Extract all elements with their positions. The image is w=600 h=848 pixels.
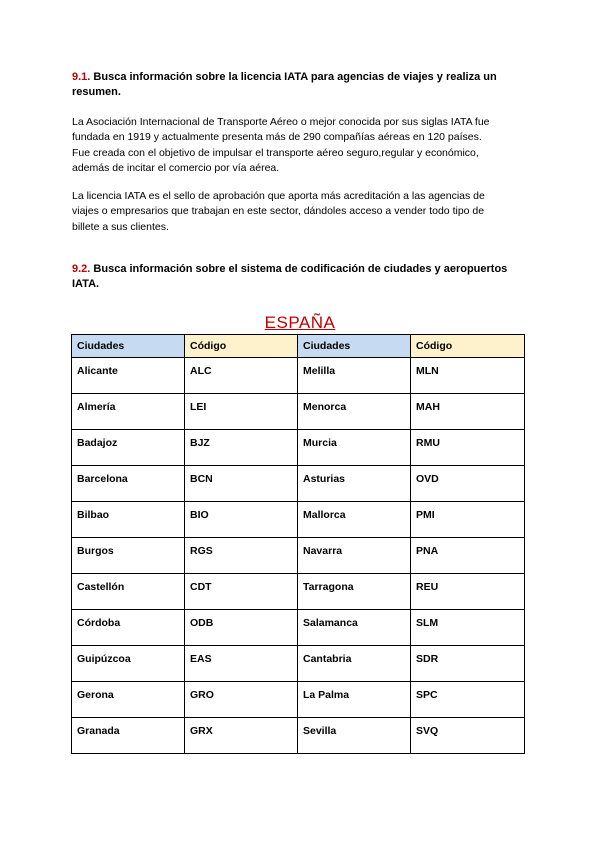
city-cell: Bilbao <box>72 502 185 538</box>
code-cell: SPC <box>411 682 525 718</box>
code-cell: BIO <box>185 502 298 538</box>
table-row <box>72 466 525 502</box>
table-row <box>72 502 525 538</box>
city-cell: Granada <box>72 718 185 754</box>
table-row <box>72 574 525 610</box>
city-cell: Sevilla <box>298 718 411 754</box>
city-cell: Almería <box>72 394 185 430</box>
paragraph-line: Fue creada con el objetivo de impulsar el transporte aéreo seguro,regular y económico, <box>72 146 479 159</box>
code-cell: ODB <box>185 610 298 646</box>
paragraph-line: fundada en 1919 y actualmente presenta más de 290 compañías aéreas en 120 países. <box>72 131 482 144</box>
heading-text: Busca información sobre el sistema de codificación de ciudades y aeropuertos <box>93 263 508 275</box>
paragraph-line: La licencia IATA es el sello de aprobación que aporta más acreditación a las agencias de <box>72 190 485 202</box>
header-code: Código <box>185 335 298 358</box>
table-row <box>72 358 525 394</box>
city-cell: Córdoba <box>72 610 185 646</box>
city-cell: Cantabria <box>298 646 411 682</box>
code-cell: SVQ <box>411 718 525 754</box>
code-cell: BCN <box>185 466 298 502</box>
paragraph-line: billete a sus clientes. <box>72 220 169 233</box>
paragraph-line: La Asociación Internacional de Transporte Aéreo o mejor conocida por sus siglas IATA fue <box>72 116 490 128</box>
table-row <box>72 718 525 754</box>
section-number: 9.2. <box>72 263 91 275</box>
city-cell: Barcelona <box>72 466 185 502</box>
paragraph-line: viajes o empresarios que trabajan en este sector, dándoles acceso a vender todo tipo de <box>72 205 485 218</box>
section-9-1-heading <box>72 70 524 100</box>
city-cell: Salamanca <box>298 610 411 646</box>
city-cell: Alicante <box>72 358 185 394</box>
city-cell: Tarragona <box>298 574 411 610</box>
code-cell: REU <box>411 574 525 610</box>
code-cell: LEI <box>185 394 298 430</box>
code-cell: EAS <box>185 646 298 682</box>
city-cell: Asturias <box>298 466 411 502</box>
city-cell: La Palma <box>298 682 411 718</box>
table-header-row <box>72 335 525 358</box>
heading-line-2: IATA. <box>72 278 100 290</box>
heading-text: Busca información sobre la licencia IATA para agencias de viajes y realiza un <box>93 71 497 83</box>
city-cell: Menorca <box>298 394 411 430</box>
city-cell: Melilla <box>298 358 411 394</box>
code-cell: OVD <box>411 466 525 502</box>
table-row <box>72 394 525 430</box>
paragraph-line: además de incitar el comercio por vía aérea. <box>72 161 280 174</box>
header-code: Código <box>411 335 525 358</box>
code-cell: CDT <box>185 574 298 610</box>
table-title: ESPAÑA <box>264 313 336 332</box>
code-cell: ALC <box>185 358 298 394</box>
table-row <box>72 682 525 718</box>
city-cell: Badajoz <box>72 430 185 466</box>
code-cell: RMU <box>411 430 525 466</box>
code-cell: GRX <box>185 718 298 754</box>
heading-line-1 <box>72 262 524 277</box>
table-row <box>72 430 525 466</box>
city-cell: Burgos <box>72 538 185 574</box>
code-cell: PNA <box>411 538 525 574</box>
city-cell: Murcia <box>298 430 411 466</box>
table-row <box>72 610 525 646</box>
city-cell: Guipúzcoa <box>72 646 185 682</box>
code-cell: MLN <box>411 358 525 394</box>
heading-line-2: resumen. <box>72 86 121 98</box>
code-cell: SDR <box>411 646 525 682</box>
city-cell: Navarra <box>298 538 411 574</box>
header-cities: Ciudades <box>72 335 185 358</box>
code-cell: PMI <box>411 502 525 538</box>
section-number: 9.1. <box>72 71 91 83</box>
code-cell: RGS <box>185 538 298 574</box>
code-cell: MAH <box>411 394 525 430</box>
header-cities: Ciudades <box>298 335 411 358</box>
city-cell: Mallorca <box>298 502 411 538</box>
city-cell: Castellón <box>72 574 185 610</box>
iata-codes-table <box>71 334 525 754</box>
code-cell: BJZ <box>185 430 298 466</box>
section-9-2-heading <box>72 262 524 292</box>
table-row <box>72 646 525 682</box>
paragraph-iata-license <box>72 189 532 235</box>
table-row <box>72 538 525 574</box>
heading-line-1 <box>72 70 524 85</box>
code-cell: SLM <box>411 610 525 646</box>
paragraph-iata-history <box>72 115 532 176</box>
city-cell: Gerona <box>72 682 185 718</box>
code-cell: GRO <box>185 682 298 718</box>
